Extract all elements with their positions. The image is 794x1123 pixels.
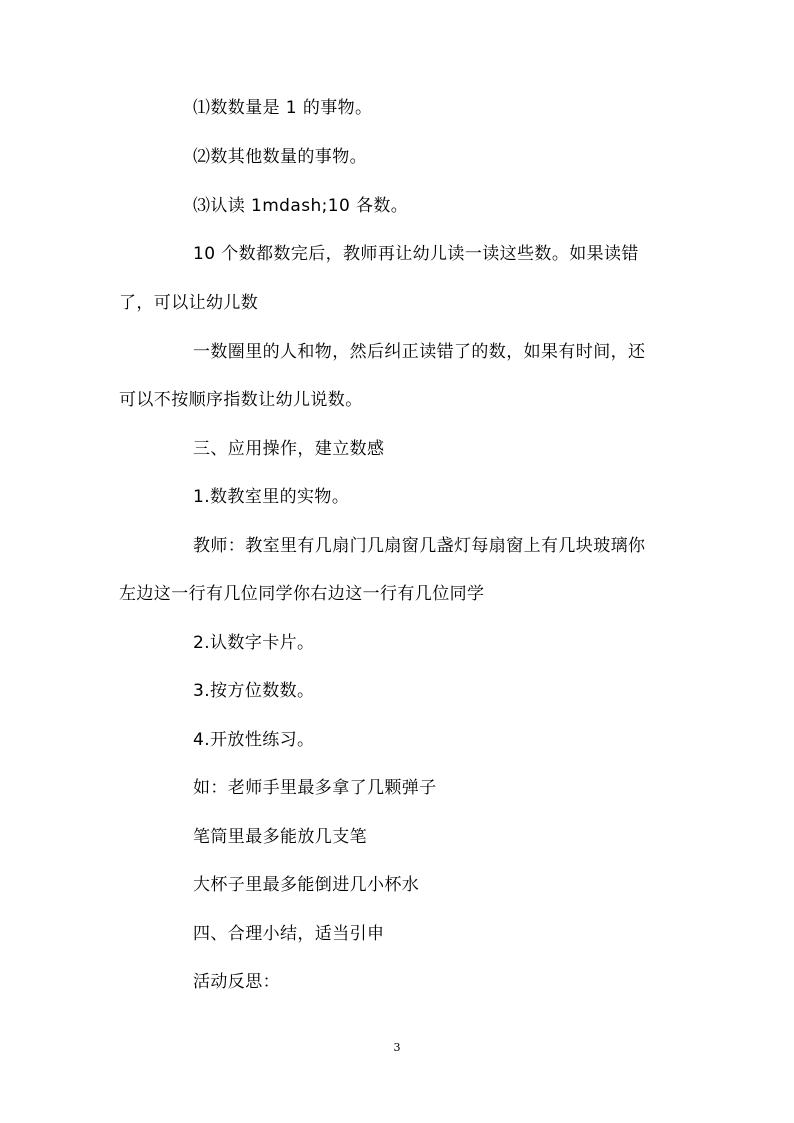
paragraph-line: 4.开放性练习。	[193, 730, 315, 750]
paragraph-line: 左边这一行有几位同学你右边这一行有几位同学	[119, 584, 485, 604]
paragraph-line: ⑵数其他数量的事物。	[193, 147, 367, 167]
paragraph-line: ⑴数数量是 1 的事物。	[193, 98, 373, 118]
paragraph-line: 1.数教室里的实物。	[193, 487, 350, 507]
paragraph-line: 3.按方位数数。	[193, 681, 315, 701]
paragraph-line: 大杯子里最多能倒进几小杯水	[193, 875, 420, 895]
page-number: 3	[393, 1041, 401, 1054]
section-heading: 三、应用操作，建立数感	[193, 439, 385, 459]
paragraph-line: 10 个数都数完后，教师再让幼儿读一读这些数。如果读错	[193, 244, 639, 264]
paragraph-line: 如：老师手里最多拿了几颗弹子	[193, 778, 437, 798]
paragraph-line: 一数圈里的人和物，然后纠正读错了的数，如果有时间，还	[193, 342, 646, 362]
paragraph-line: 教师：教室里有几扇门几扇窗几盏灯每扇窗上有几块玻璃你	[193, 536, 646, 556]
paragraph-line: 活动反思：	[193, 972, 280, 992]
paragraph-line: 2.认数字卡片。	[193, 633, 315, 653]
paragraph-line: ⑶认读 1mdash;10 各数。	[193, 196, 409, 216]
section-heading: 四、合理小结，适当引申	[193, 924, 385, 944]
paragraph-line: 可以不按顺序指数让幼儿说数。	[119, 390, 363, 410]
paragraph-line: 笔筒里最多能放几支笔	[193, 827, 367, 847]
paragraph-line: 了，可以让幼儿数	[119, 293, 259, 313]
